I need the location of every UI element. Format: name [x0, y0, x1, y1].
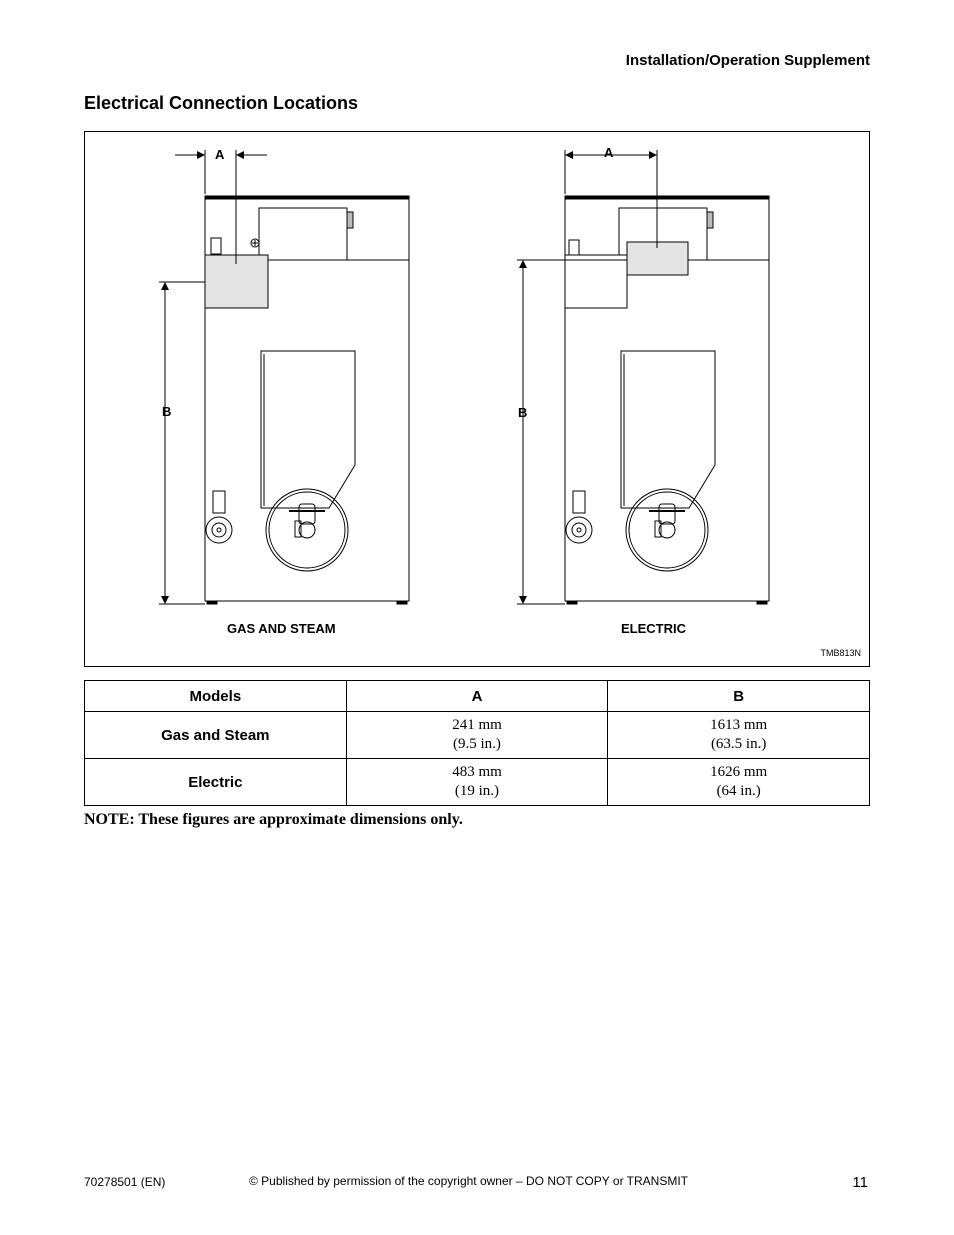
electric-machine-drawing [565, 196, 769, 604]
dimension-a-in: (9.5 in.) [453, 736, 501, 752]
dimension-b-in: (63.5 in.) [710, 736, 767, 752]
dimension-b-mm: 1613 mm [710, 717, 768, 733]
approximate-dimensions-note: NOTE: These figures are approximate dimensions only. [84, 811, 463, 828]
section-title: Electrical Connection Locations [84, 93, 359, 113]
table-header-row [85, 681, 870, 712]
page-number: 11 [852, 1174, 868, 1191]
gas-dimension-b-label: B [162, 404, 172, 419]
dimension-b-cell [608, 712, 870, 759]
dimension-a-cell [346, 712, 608, 759]
dimension-a-in: (19 in.) [454, 783, 500, 799]
dimension-b-mm: 1626 mm [710, 764, 768, 780]
column-header-models: Models [85, 681, 347, 712]
model-name: Gas and Steam [85, 712, 347, 759]
dimension-a-mm: 241 mm [452, 717, 502, 733]
gas-dimension-a-label: A [215, 147, 225, 162]
table-row [85, 759, 870, 806]
column-header-a: A [346, 681, 608, 712]
figure-code: TMB813N [820, 648, 861, 658]
document-number: 70278501 (EN) [84, 1175, 166, 1189]
gas-and-steam-caption: GAS AND STEAM [227, 621, 336, 636]
dimension-b-cell [608, 759, 870, 806]
electric-dimension-b-label: B [518, 405, 528, 420]
dimension-a-cell [346, 759, 608, 806]
electric-caption: ELECTRIC [621, 621, 686, 636]
electric-dimension-a-label: A [604, 145, 614, 160]
electrical-connection-figure [84, 131, 870, 667]
table-row [85, 712, 870, 759]
dimensions-table [84, 680, 870, 806]
dimension-b-in: (64 in.) [716, 783, 761, 799]
dimension-a-mm: 483 mm [452, 764, 502, 780]
supplement-title: Installation/Operation Supplement [625, 52, 870, 69]
column-header-b: B [608, 681, 870, 712]
model-name: Electric [85, 759, 347, 806]
copyright-notice: © Published by permission of the copyright owner – DO NOT COPY or TRANSMIT [249, 1174, 689, 1188]
machine-drawings [85, 132, 869, 666]
